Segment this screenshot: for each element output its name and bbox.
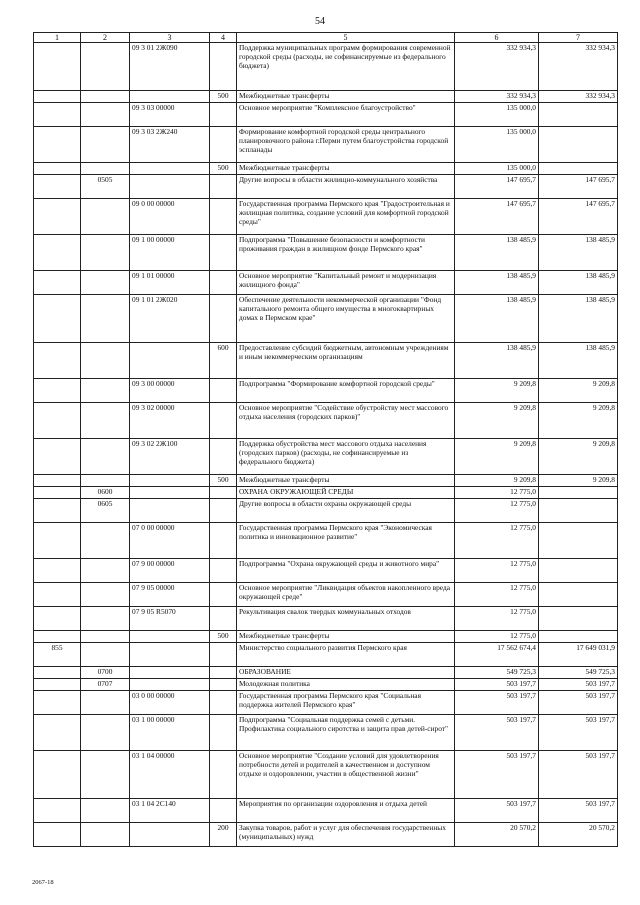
amount-year2-cell: 138 485,9 (539, 295, 618, 343)
ministry-code-cell (34, 127, 81, 163)
target-article-cell: 07 9 05 00000 (130, 583, 210, 607)
section-code-cell (81, 103, 130, 127)
amount-year1-cell: 135 000,0 (455, 103, 539, 127)
table-row (34, 631, 618, 643)
section-code-cell (81, 607, 130, 631)
table-row (34, 199, 618, 235)
amount-year1-cell: 138 485,9 (455, 343, 539, 379)
section-code-cell (81, 271, 130, 295)
expense-type-cell (210, 127, 237, 163)
table-header-row (34, 33, 618, 43)
amount-year1-cell: 135 000,0 (455, 163, 539, 175)
target-article-cell: 09 1 01 2Ж020 (130, 295, 210, 343)
amount-year2-cell: 332 934,3 (539, 91, 618, 103)
target-article-cell: 09 3 01 2Ж090 (130, 43, 210, 91)
expense-type-cell (210, 43, 237, 91)
target-article-cell (130, 667, 210, 679)
item-name-cell: Государственная программа Пермского края "Социальная поддержка жителей Пермского края" (237, 691, 455, 715)
item-name-cell: ОХРАНА ОКРУЖАЮЩЕЙ СРЕДЫ (237, 487, 455, 499)
expense-type-cell (210, 523, 237, 559)
ministry-code-cell (34, 487, 81, 499)
table-row (34, 715, 618, 751)
amount-year2-cell: 503 197,7 (539, 799, 618, 823)
table-row (34, 127, 618, 163)
section-code-cell (81, 43, 130, 91)
amount-year2-cell: 20 570,2 (539, 823, 618, 847)
header-cell: 5 (237, 33, 455, 43)
ministry-code-cell (34, 295, 81, 343)
page-number: 54 (315, 16, 325, 27)
item-name-cell: Поддержка муниципальных программ формирования современной городской среды (расходы, не софинансируемые из федерального бюджета) (237, 43, 455, 91)
ministry-code-cell (34, 475, 81, 487)
target-article-cell (130, 343, 210, 379)
section-code-cell (81, 439, 130, 475)
item-name-cell: Рекультивация свалок твердых коммунальных отходов (237, 607, 455, 631)
amount-year2-cell: 17 649 031,9 (539, 643, 618, 667)
amount-year1-cell: 549 725,3 (455, 667, 539, 679)
target-article-cell: 03 0 00 00000 (130, 691, 210, 715)
amount-year1-cell: 503 197,7 (455, 679, 539, 691)
expense-type-cell: 500 (210, 631, 237, 643)
target-article-cell (130, 643, 210, 667)
ministry-code-cell (34, 679, 81, 691)
ministry-code-cell (34, 103, 81, 127)
item-name-cell: Межбюджетные трансферты (237, 163, 455, 175)
item-name-cell: Мероприятия по организации оздоровления и отдыха детей (237, 799, 455, 823)
table-row (34, 691, 618, 715)
expense-type-cell (210, 559, 237, 583)
item-name-cell: Обеспечение деятельности некоммерческой организации "Фонд капитального ремонта общего имущества в многоквартирных домах в Пермском крае" (237, 295, 455, 343)
expense-type-cell (210, 295, 237, 343)
target-article-cell: 07 0 00 00000 (130, 523, 210, 559)
table-row (34, 343, 618, 379)
expense-type-cell (210, 667, 237, 679)
item-name-cell: Подпрограмма "Социальная поддержка семей с детьми. Профилактика социального сиротства и защита прав детей-сирот" (237, 715, 455, 751)
target-article-cell: 09 1 01 00000 (130, 271, 210, 295)
amount-year2-cell: 9 209,8 (539, 439, 618, 475)
item-name-cell: Подпрограмма "Повышение безопасности и комфортности проживания граждан в жилищном фонде Пермского края" (237, 235, 455, 271)
ministry-code-cell (34, 499, 81, 523)
table-row (34, 823, 618, 847)
amount-year2-cell (539, 499, 618, 523)
amount-year1-cell: 12 775,0 (455, 583, 539, 607)
target-article-cell: 07 9 00 00000 (130, 559, 210, 583)
target-article-cell: 09 1 00 00000 (130, 235, 210, 271)
ministry-code-cell (34, 691, 81, 715)
ministry-code-cell (34, 199, 81, 235)
expense-type-cell: 600 (210, 343, 237, 379)
ministry-code-cell (34, 667, 81, 679)
table-row (34, 271, 618, 295)
target-article-cell: 09 0 00 00000 (130, 199, 210, 235)
target-article-cell (130, 487, 210, 499)
expense-type-cell (210, 199, 237, 235)
amount-year2-cell: 147 695,7 (539, 199, 618, 235)
section-code-cell (81, 235, 130, 271)
amount-year2-cell (539, 103, 618, 127)
table-row (34, 523, 618, 559)
target-article-cell: 09 3 00 00000 (130, 379, 210, 403)
item-name-cell: Основное мероприятие "Создание условий для удовлетворения потребности детей и родителей в качественном и доступном отдыхе и оздоровлении, участии в общественной жизни" (237, 751, 455, 799)
amount-year1-cell: 503 197,7 (455, 799, 539, 823)
section-code-cell (81, 91, 130, 103)
table-row (34, 499, 618, 523)
amount-year2-cell: 138 485,9 (539, 343, 618, 379)
amount-year2-cell: 549 725,3 (539, 667, 618, 679)
table-row (34, 607, 618, 631)
item-name-cell: Другие вопросы в области охраны окружающей среды (237, 499, 455, 523)
expense-type-cell (210, 271, 237, 295)
table-row (34, 103, 618, 127)
amount-year2-cell: 138 485,9 (539, 271, 618, 295)
expense-type-cell: 500 (210, 475, 237, 487)
ministry-code-cell (34, 523, 81, 559)
amount-year1-cell: 12 775,0 (455, 607, 539, 631)
expense-type-cell: 500 (210, 163, 237, 175)
target-article-cell: 09 3 03 2Ж240 (130, 127, 210, 163)
amount-year1-cell: 12 775,0 (455, 559, 539, 583)
header-cell: 6 (455, 33, 539, 43)
amount-year2-cell: 9 209,8 (539, 475, 618, 487)
ministry-code-cell (34, 403, 81, 439)
amount-year2-cell: 9 209,8 (539, 403, 618, 439)
ministry-code-cell (34, 175, 81, 199)
item-name-cell: Государственная программа Пермского края "Экономическая политика и инновационное развитие" (237, 523, 455, 559)
target-article-cell (130, 823, 210, 847)
ministry-code-cell (34, 235, 81, 271)
section-code-cell (81, 199, 130, 235)
item-name-cell: Формирование комфортной городской среды центрального планировочного района г.Перми путем благоустройства городской эспланады (237, 127, 455, 163)
amount-year1-cell: 147 695,7 (455, 175, 539, 199)
amount-year1-cell: 147 695,7 (455, 199, 539, 235)
target-article-cell (130, 475, 210, 487)
item-name-cell: Закупка товаров, работ и услуг для обеспечения государственных (муниципальных) нужд (237, 823, 455, 847)
amount-year2-cell: 332 934,3 (539, 43, 618, 91)
header-cell: 4 (210, 33, 237, 43)
section-code-cell (81, 715, 130, 751)
amount-year1-cell: 138 485,9 (455, 271, 539, 295)
table-row (34, 583, 618, 607)
amount-year2-cell (539, 607, 618, 631)
section-code-cell: 0600 (81, 487, 130, 499)
amount-year1-cell: 9 209,8 (455, 439, 539, 475)
amount-year1-cell: 332 934,3 (455, 91, 539, 103)
ministry-code-cell (34, 271, 81, 295)
section-code-cell (81, 523, 130, 559)
target-article-cell: 03 1 04 00000 (130, 751, 210, 799)
item-name-cell: Поддержка обустройства мест массового отдыха населения (городских парков) (расходы, не софинансируемые из федерального бюджета) (237, 439, 455, 475)
target-article-cell (130, 175, 210, 199)
amount-year1-cell: 12 775,0 (455, 523, 539, 559)
expense-type-cell (210, 403, 237, 439)
ministry-code-cell (34, 751, 81, 799)
amount-year1-cell: 9 209,8 (455, 475, 539, 487)
item-name-cell: Молодежная политика (237, 679, 455, 691)
table-row (34, 175, 618, 199)
section-code-cell (81, 379, 130, 403)
item-name-cell: Подпрограмма "Охрана окружающей среды и животного мира" (237, 559, 455, 583)
expense-type-cell (210, 583, 237, 607)
table-row (34, 751, 618, 799)
amount-year2-cell (539, 487, 618, 499)
section-code-cell: 0707 (81, 679, 130, 691)
table-row (34, 91, 618, 103)
ministry-code-cell (34, 379, 81, 403)
target-article-cell (130, 91, 210, 103)
item-name-cell: ОБРАЗОВАНИЕ (237, 667, 455, 679)
item-name-cell: Основное мероприятие "Комплексное благоустройство" (237, 103, 455, 127)
section-code-cell: 0505 (81, 175, 130, 199)
item-name-cell: Основное мероприятие "Содействие обустройству мест массового отдыха населения (городских парков)" (237, 403, 455, 439)
amount-year2-cell: 503 197,7 (539, 691, 618, 715)
amount-year2-cell (539, 523, 618, 559)
amount-year2-cell: 138 485,9 (539, 235, 618, 271)
section-code-cell (81, 583, 130, 607)
amount-year1-cell: 332 934,3 (455, 43, 539, 91)
table-row (34, 475, 618, 487)
section-code-cell (81, 163, 130, 175)
item-name-cell: Межбюджетные трансферты (237, 91, 455, 103)
ministry-code-cell (34, 631, 81, 643)
target-article-cell: 09 3 03 00000 (130, 103, 210, 127)
section-code-cell (81, 559, 130, 583)
section-code-cell (81, 691, 130, 715)
section-code-cell (81, 823, 130, 847)
footer-document-code: 2067-18 (32, 879, 54, 886)
expense-type-cell (210, 607, 237, 631)
ministry-code-cell (34, 91, 81, 103)
table-row (34, 43, 618, 91)
amount-year2-cell: 503 197,7 (539, 715, 618, 751)
target-article-cell: 09 3 02 00000 (130, 403, 210, 439)
amount-year1-cell: 12 775,0 (455, 631, 539, 643)
expense-type-cell (210, 643, 237, 667)
item-name-cell: Основное мероприятие "Ликвидация объектов накопленного вреда окружающей среде" (237, 583, 455, 607)
amount-year1-cell: 503 197,7 (455, 691, 539, 715)
expense-type-cell (210, 751, 237, 799)
target-article-cell: 03 1 04 2С140 (130, 799, 210, 823)
section-code-cell (81, 643, 130, 667)
item-name-cell: Предоставление субсидий бюджетным, автономным учреждениям и иным некоммерческим организациям (237, 343, 455, 379)
item-name-cell: Другие вопросы в области жилищно-коммунального хозяйства (237, 175, 455, 199)
section-code-cell (81, 631, 130, 643)
ministry-code-cell (34, 163, 81, 175)
section-code-cell (81, 343, 130, 379)
item-name-cell: Государственная программа Пермского края "Градостроительная и жилищная политика, создание условий для комфортной городской среды" (237, 199, 455, 235)
section-code-cell (81, 751, 130, 799)
ministry-code-cell (34, 343, 81, 379)
amount-year2-cell (539, 559, 618, 583)
ministry-code-cell (34, 715, 81, 751)
section-code-cell (81, 295, 130, 343)
expense-type-cell (210, 439, 237, 475)
amount-year1-cell: 503 197,7 (455, 715, 539, 751)
table-row (34, 679, 618, 691)
amount-year2-cell: 503 197,7 (539, 679, 618, 691)
ministry-code-cell (34, 439, 81, 475)
expense-type-cell (210, 691, 237, 715)
expense-type-cell: 200 (210, 823, 237, 847)
item-name-cell: Министерство социального развития Пермского края (237, 643, 455, 667)
amount-year2-cell (539, 583, 618, 607)
amount-year1-cell: 138 485,9 (455, 295, 539, 343)
ministry-code-cell (34, 43, 81, 91)
amount-year1-cell: 135 000,0 (455, 127, 539, 163)
expense-type-cell (210, 103, 237, 127)
expense-type-cell (210, 379, 237, 403)
item-name-cell: Межбюджетные трансферты (237, 631, 455, 643)
expense-type-cell: 500 (210, 91, 237, 103)
item-name-cell: Основное мероприятие "Капитальный ремонт и модернизация жилищного фонда" (237, 271, 455, 295)
amount-year1-cell: 17 562 674,4 (455, 643, 539, 667)
target-article-cell: 07 9 05 R5070 (130, 607, 210, 631)
table-row (34, 295, 618, 343)
table-row (34, 403, 618, 439)
section-code-cell (81, 403, 130, 439)
expense-type-cell (210, 499, 237, 523)
target-article-cell (130, 499, 210, 523)
table-row (34, 235, 618, 271)
header-cell: 2 (81, 33, 130, 43)
amount-year1-cell: 12 775,0 (455, 499, 539, 523)
ministry-code-cell: 855 (34, 643, 81, 667)
amount-year2-cell: 9 209,8 (539, 379, 618, 403)
expense-type-cell (210, 175, 237, 199)
section-code-cell (81, 475, 130, 487)
amount-year1-cell: 12 775,0 (455, 487, 539, 499)
ministry-code-cell (34, 823, 81, 847)
amount-year2-cell (539, 127, 618, 163)
item-name-cell: Подпрограмма "Формирование комфортной городской среды" (237, 379, 455, 403)
target-article-cell (130, 631, 210, 643)
ministry-code-cell (34, 583, 81, 607)
table-row (34, 487, 618, 499)
table-row (34, 163, 618, 175)
target-article-cell (130, 163, 210, 175)
ministry-code-cell (34, 559, 81, 583)
expense-type-cell (210, 715, 237, 751)
ministry-code-cell (34, 607, 81, 631)
target-article-cell (130, 679, 210, 691)
expense-type-cell (210, 799, 237, 823)
amount-year1-cell: 9 209,8 (455, 379, 539, 403)
section-code-cell (81, 799, 130, 823)
amount-year2-cell: 147 695,7 (539, 175, 618, 199)
amount-year2-cell: 503 197,7 (539, 751, 618, 799)
item-name-cell: Межбюджетные трансферты (237, 475, 455, 487)
amount-year1-cell: 9 209,8 (455, 403, 539, 439)
section-code-cell: 0700 (81, 667, 130, 679)
table-row (34, 643, 618, 667)
table-row (34, 559, 618, 583)
table-row (34, 379, 618, 403)
ministry-code-cell (34, 799, 81, 823)
table-row (34, 667, 618, 679)
table-row (34, 439, 618, 475)
budget-table (33, 32, 618, 847)
header-cell: 1 (34, 33, 81, 43)
section-code-cell (81, 127, 130, 163)
header-cell: 7 (539, 33, 618, 43)
table-row (34, 799, 618, 823)
amount-year1-cell: 138 485,9 (455, 235, 539, 271)
expense-type-cell (210, 487, 237, 499)
target-article-cell: 03 1 00 00000 (130, 715, 210, 751)
amount-year2-cell (539, 631, 618, 643)
expense-type-cell (210, 235, 237, 271)
amount-year2-cell (539, 163, 618, 175)
section-code-cell: 0605 (81, 499, 130, 523)
header-cell: 3 (130, 33, 210, 43)
amount-year1-cell: 503 197,7 (455, 751, 539, 799)
expense-type-cell (210, 679, 237, 691)
amount-year1-cell: 20 570,2 (455, 823, 539, 847)
target-article-cell: 09 3 02 2Ж100 (130, 439, 210, 475)
